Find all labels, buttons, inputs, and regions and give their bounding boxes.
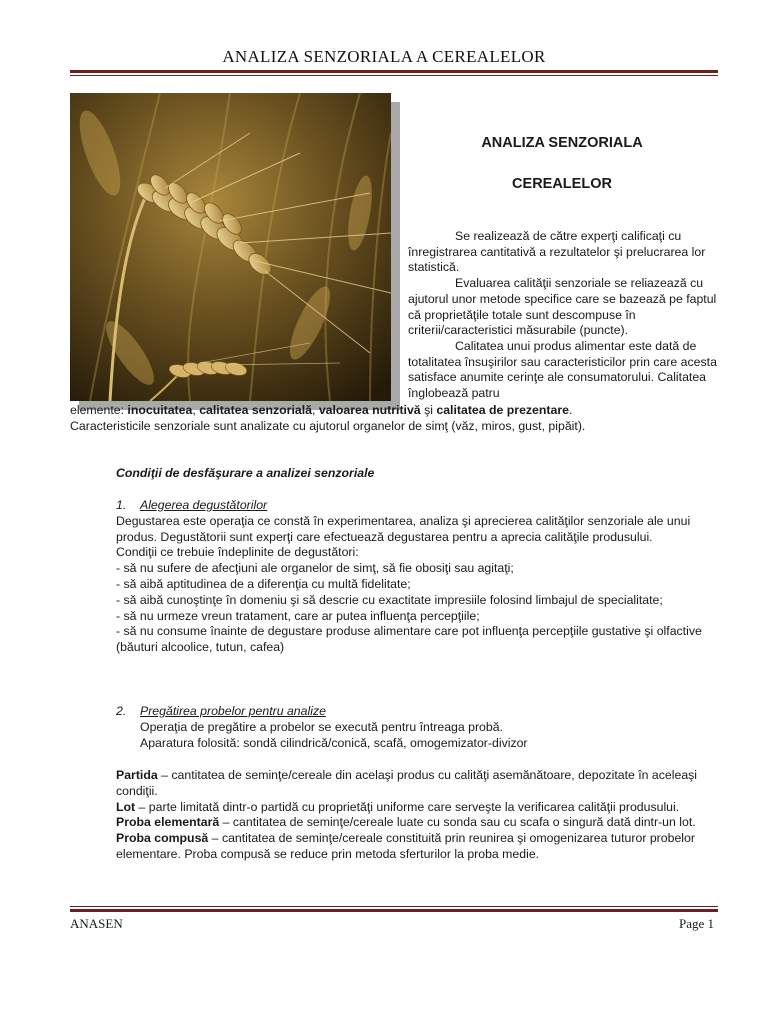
item-1-text: Degustarea este operaţia ce constă în experimentarea, analiza şi aprecierea calităţilor senzoriale ale unui produs. Degustătorii sunt experţi care efectuează degustarea pentru a aprecia calităţile produsului. [116,513,691,544]
footer-rule-thick [70,909,718,912]
definition-proba-compusa [116,831,720,863]
intro-column [408,229,720,402]
intro-paragraph-2: Evaluarea calităţii senzoriale se reliazează cu ajutorul unor metode specifice care se bazează pe faptul că proprietăţile totale sunt descompuse în criterii/caracteristici măsurabile (puncte). [408,276,717,338]
definition-term: Proba compusă [116,831,209,846]
item-2-heading [116,704,720,720]
condition-item: - să nu consume înainte de degustare produse alimentare care pot influenţa percepţiile gustative şi olfactive (băuturi alcoolice, tutun, cafea) [116,624,702,655]
header-rule-thin [70,75,718,76]
definition-term: Proba elementară [116,815,220,830]
element-inocuitatea: inocuitatea [127,403,193,417]
intro-continuation [70,403,720,435]
intro-paragraph-1: Se realizează de către experţi calificaţi cu înregistrarea cantitativă a rezultatelor şi prelucrarea lor statistică. [408,229,706,275]
page-number: Page 1 [678,916,714,931]
wheat-photo [70,93,391,401]
intro-paragraph-3: Calitatea unui produs alimentar este dată de totalitatea însuşirilor sau caracteristicilor prin care acesta satisface anumite cerinţe ale consumatorului. Calitatea înglobează patru [408,338,717,401]
definition-text: – cantitatea de seminţe/cereale constituită prin reunirea şi omogenizarea tuturor probelor elementare. Proba compusă se reduce prin metoda sferturilor la proba medie. [116,831,695,861]
definition-partida [116,768,720,800]
item-2 [116,704,720,751]
item-1 [116,498,720,656]
condition-item: - să nu sufere de afecţiuni ale organelor de simţ, să fie obosiţi sau agitaţi; [116,561,514,576]
element-valoarea-nutritiva: valoarea nutritivă [318,403,421,417]
definition-text: – cantitatea de seminţe/cereale luate cu sonda sau cu scafa o singură dată dintr-un lot. [219,815,696,830]
quality-elements [70,403,720,419]
elements-prefix: elemente: [70,403,128,417]
item-1-title: Alegerea degustătorilor [140,498,268,512]
definition-term: Lot [116,799,136,814]
section-heading: Condiţii de desfăşurare a analizei senzoriale [116,466,375,480]
element-calitatea-de-prezentare: calitatea de prezentare [436,403,569,417]
definition-term: Partida [116,768,158,782]
condition-item: - să aibă aptitudinea de a diferenţia cu multă fidelitate; [116,576,411,591]
item-2-title: Pregătirea probelor pentru analize [140,704,326,718]
separator: , [192,403,200,417]
item-1-number: 1. [116,498,127,512]
condition-item: - să aibă cunoştinţe în domeniu şi să descrie cu exactitate impresiile folosind limbajul de specialitate; [116,592,663,607]
definition-proba-elementara [116,815,720,831]
element-calitatea-senzoriala: calitatea senzorială [199,403,312,417]
item-1-heading [116,498,720,514]
intro-paragraph-4: Caracteristicile senzoriale sunt analizate cu ajutorul organelor de simţ (văz, miros, gust, pipăit). [70,418,586,433]
footer-rule-thin [70,906,718,907]
definition-text: – cantitatea de seminţe/cereale din acelaşi produs cu calităţi asemănătoare, depozitate în aceleaşi condiţii. [116,768,698,798]
page-header-title: ANALIZA SENZORIALA A CEREALELOR [222,47,546,66]
item-2-line-2: Aparatura folosită: sondă cilindrică/conică, scafă, omogemizator-divizor [140,735,528,750]
header-rule-thick [70,70,718,73]
item-2-line-1: Operaţia de pregătire a probelor se execută pentru întreaga probă. [140,719,503,734]
doc-title-line2: CEREALELOR [512,176,612,192]
doc-title-line1: ANALIZA SENZORIALA [481,135,643,151]
conditions-intro: Condiţii ce trebuie îndeplinite de degustători: [116,545,359,560]
definition-lot [116,800,720,816]
sentence-end: . [568,403,573,417]
item-2-number: 2. [116,704,127,718]
definition-text: – parte limitată dintr-o partidă cu proprietăţi uniforme care serveşte la verificarea calităţii produsului. [135,799,680,814]
condition-item: - să nu urmeze vreun tratament, care ar putea influenţa percepţiile; [116,608,480,623]
separator: şi [420,403,437,417]
definitions [116,768,720,863]
separator: , [311,403,319,417]
footer-label: ANASEN [70,916,123,931]
